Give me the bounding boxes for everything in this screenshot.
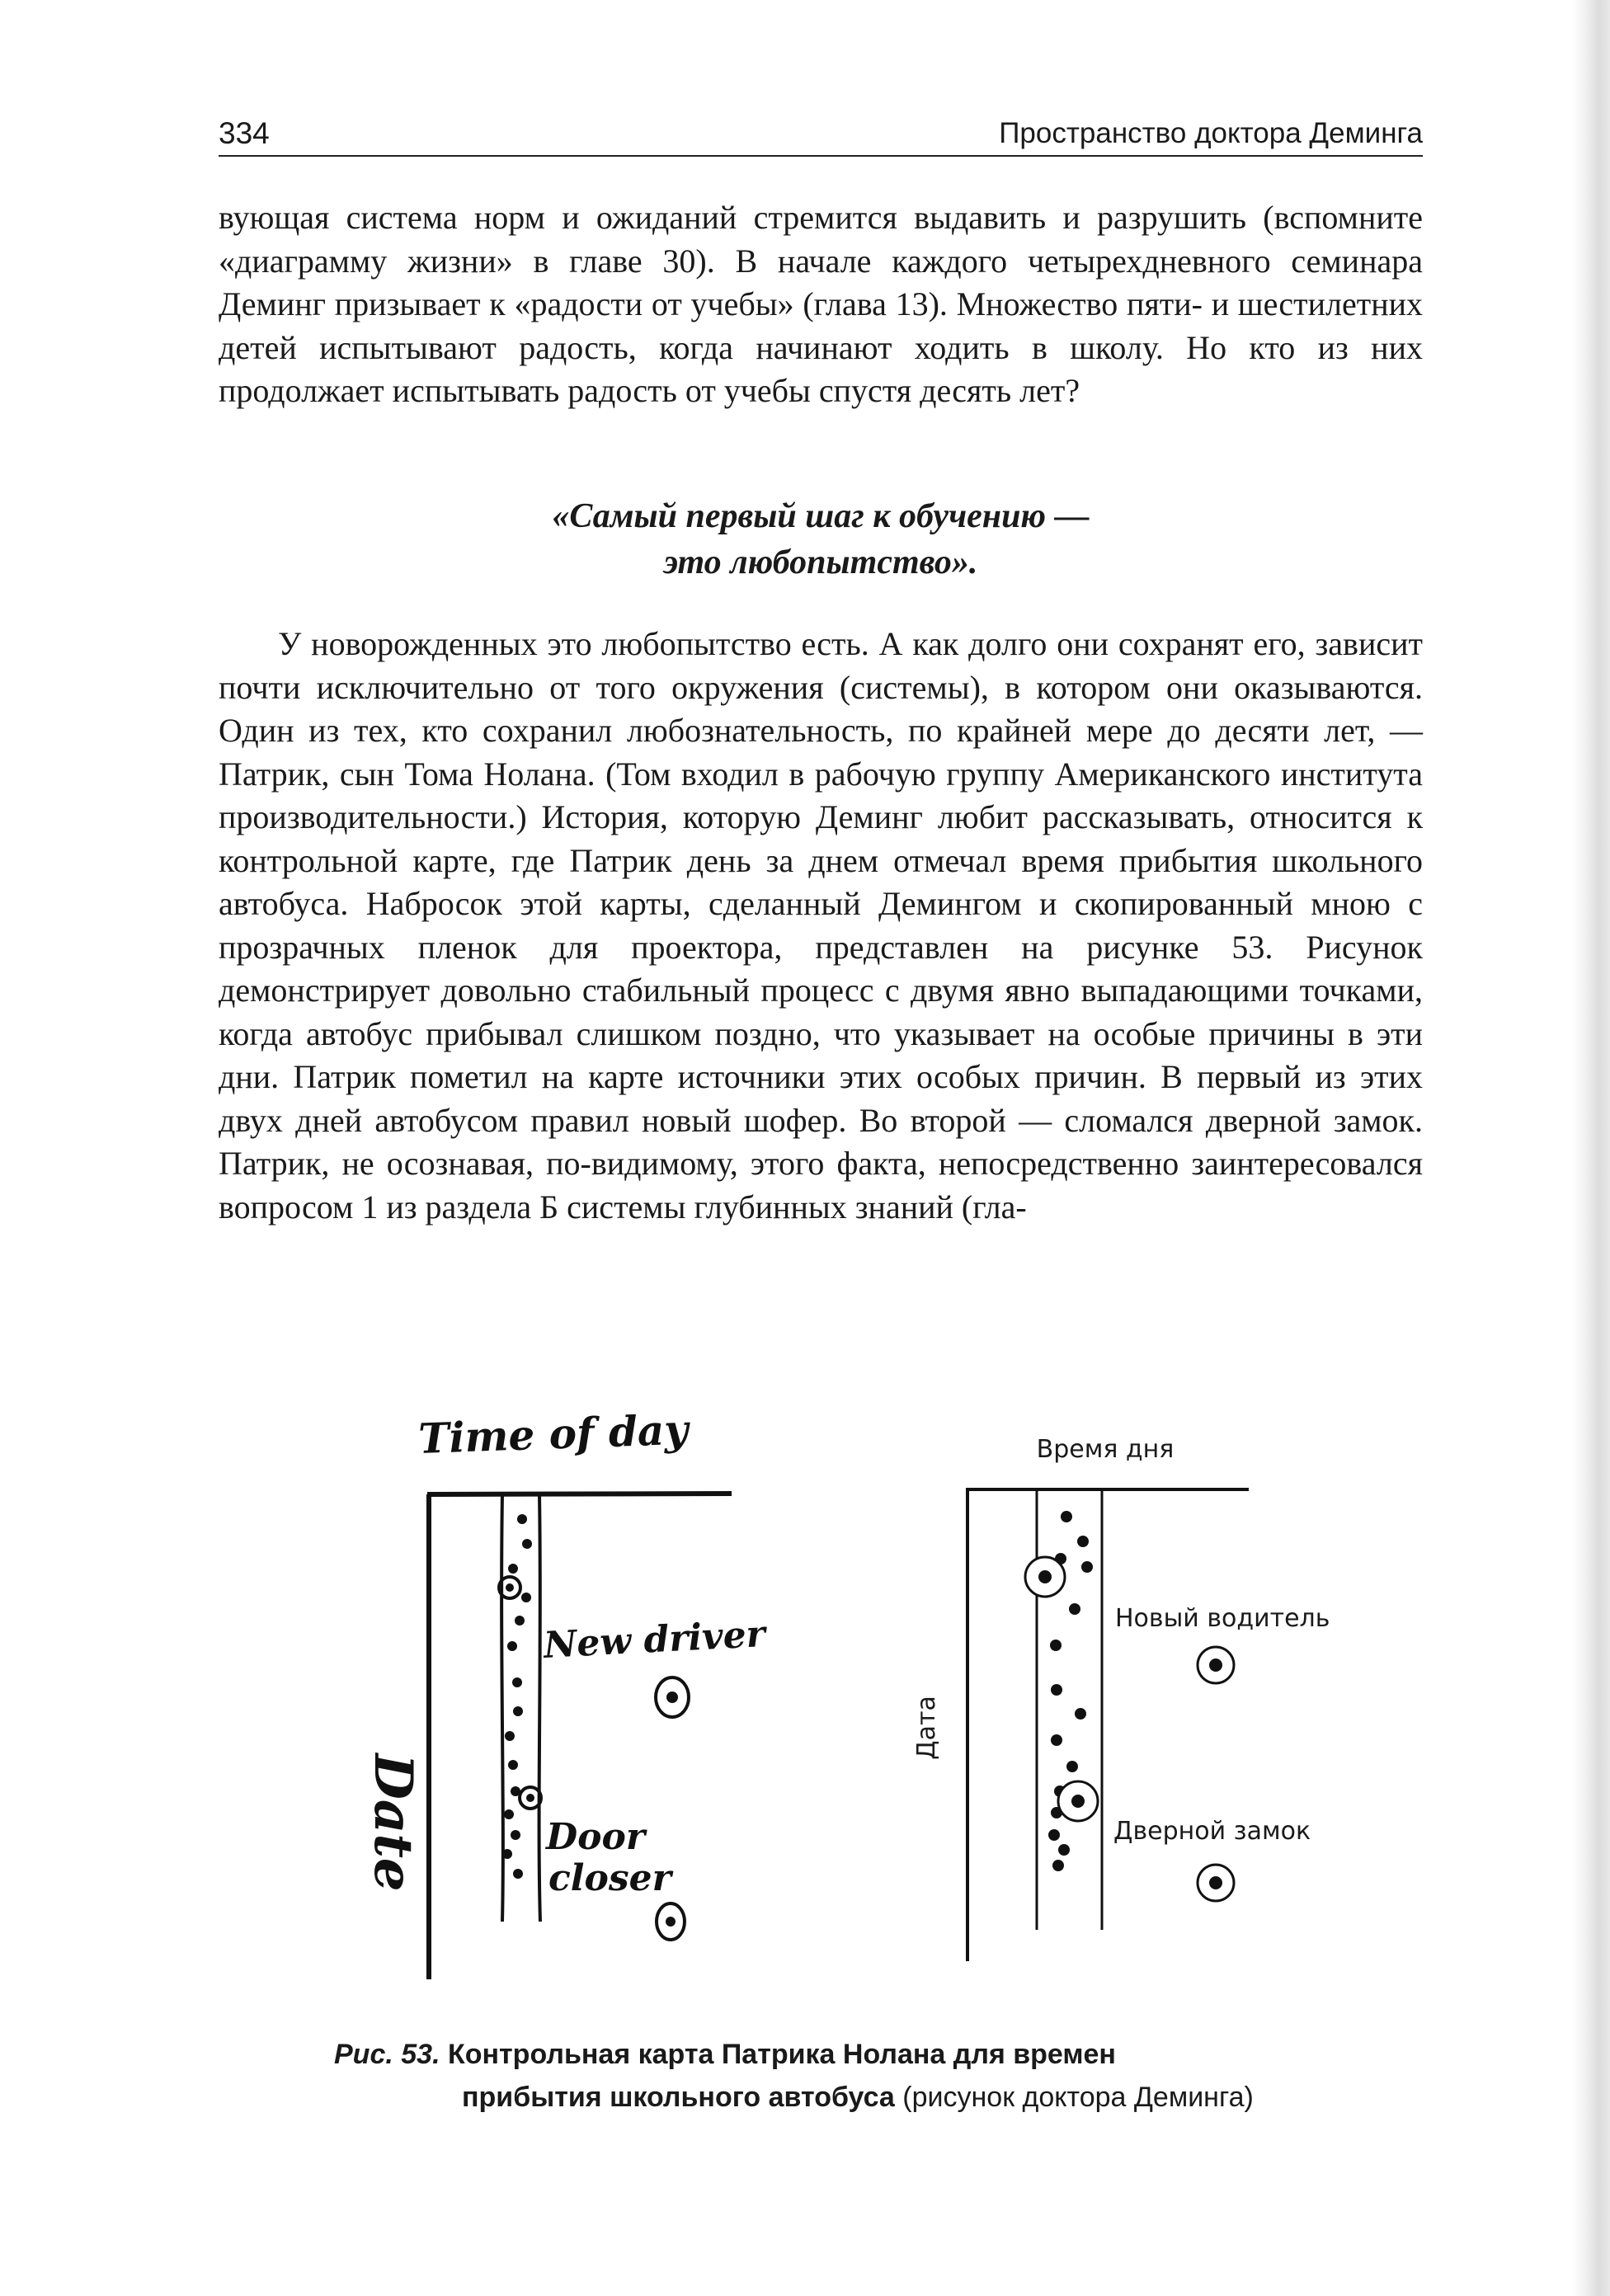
caption-figure-number: Рис. 53.	[334, 2039, 440, 2070]
data-point	[1050, 1640, 1062, 1651]
caption-note: (рисунок доктора Деминга)	[902, 2082, 1254, 2113]
hw-point	[511, 1830, 520, 1840]
typeset-chart	[912, 1435, 1330, 1961]
hw-annotation-new-driver: New driver	[542, 1612, 767, 1667]
hw-point	[511, 1786, 520, 1796]
annotation-new-driver: Новый водитель	[1115, 1604, 1330, 1633]
hw-point	[513, 1869, 523, 1879]
hw-legend-dot	[666, 1917, 676, 1927]
hw-outlier-dot	[526, 1794, 534, 1802]
hw-outlier-ring	[499, 1577, 520, 1598]
data-point	[1066, 1761, 1078, 1772]
hw-point	[508, 1564, 518, 1574]
hw-band-left	[501, 1494, 503, 1922]
data-point	[1081, 1561, 1093, 1573]
outlier-dot	[1038, 1570, 1052, 1583]
hw-point	[504, 1809, 514, 1819]
hw-legend-ring	[656, 1677, 689, 1717]
hw-points	[502, 1514, 532, 1879]
hw-legend-dot	[666, 1691, 678, 1703]
hw-point	[507, 1641, 517, 1651]
hw-y-axis-label: Date	[362, 1753, 424, 1892]
caption-title-line-2: прибытия школьного автобуса	[462, 2082, 895, 2113]
paragraph-2: У новорожденных это любопытство есть. А как долго они сохранят его, зависит почти исключительно от того окружения (системы), в котором они оказываются. Один из тех, кто сохранил любознательность, по крайней мере до десяти лет, — Патрик, сын Тома Нолана. (Том входил в рабочую группу Американского института производительности.) История, которую Деминг любит рассказывать, относится к контрольной карте, где Патрик день за днем отмечал время прибытия школьного автобуса. Набросок этой карты, сделанный Демингом и скопированный мною с прозрачных пленок для проектора, представлен на рисунке 53. Рисунок демонстрирует довольно стабильный процесс с двумя явно выпадающими точками, когда автобус прибывал слишком поздно, что указывает на особые причины в эти дни. Патрик пометил на карте источники этих особых причин. В первый из этих двух дней автобусом правил новый шофер. Во второй — сломался дверной замок. Патрик, не осознавая, по-видимому, этого факта, непосредственно заинтересовался вопросом 1 из раздела Б системы глубинных знаний (гла-	[219, 625, 1423, 1226]
running-title: Пространство доктора Деминга	[999, 117, 1423, 149]
hw-point	[508, 1760, 518, 1770]
outlier-dot	[1071, 1795, 1085, 1808]
data-point	[1077, 1536, 1089, 1547]
hw-annotation-door: Door	[546, 1816, 646, 1858]
y-axis-label: Дата	[912, 1696, 941, 1760]
running-header	[219, 115, 1423, 157]
hw-outlier-dot	[506, 1583, 514, 1592]
data-point	[1048, 1829, 1060, 1841]
outlier-ring	[1025, 1557, 1065, 1597]
caption-line-2	[334, 2076, 1406, 2119]
hw-annotation-closer: closer	[548, 1857, 671, 1899]
paragraph-1: вующая система норм и ожиданий стремится выдавить и разрушить (вспомните «диаграмму жизни» в главе 30). В начале каждого четырехдневного семинара Деминг призывает к «радости от учебы» (глава 13). Множество пяти- и шестилетних детей испытывают радость, когда начинают ходить в школу. Но кто из них продолжает испытывать радость от учебы спустя десять лет?	[219, 199, 1423, 409]
quote-line-2: это любопытство».	[663, 543, 978, 581]
scan-edge-shadow	[1572, 0, 1610, 2296]
hw-point	[521, 1593, 531, 1602]
data-point	[1055, 1553, 1066, 1564]
hw-point	[522, 1539, 532, 1549]
page-number: 334	[219, 116, 270, 150]
hw-point	[515, 1616, 525, 1626]
hw-point	[513, 1706, 523, 1716]
hw-x-axis-label: Time of day	[417, 1404, 690, 1463]
legend-marker-dot	[1209, 1876, 1222, 1889]
data-point	[1075, 1708, 1086, 1720]
caption-title-line-1: Контрольная карта Патрика Нолана для времен	[447, 2039, 1116, 2070]
handwritten-chart	[362, 1405, 769, 1979]
legend-marker-dot	[1209, 1658, 1222, 1672]
pull-quote	[219, 493, 1423, 586]
hw-legend-ring	[657, 1903, 685, 1940]
data-point	[1054, 1786, 1066, 1797]
data-point	[1069, 1603, 1080, 1615]
data-point	[1052, 1860, 1064, 1871]
quote-line-1: «Самый первый шаг к обучению —	[552, 497, 1090, 535]
hw-point	[512, 1677, 522, 1687]
hw-point	[505, 1731, 515, 1741]
hw-band-right	[539, 1494, 540, 1922]
hw-point	[502, 1849, 512, 1859]
legend-marker-ring	[1198, 1865, 1234, 1901]
data-point	[1051, 1807, 1062, 1818]
annotation-door-lock: Дверной замок	[1113, 1817, 1311, 1846]
figure-caption	[334, 2033, 1406, 2119]
legend-marker-ring	[1198, 1647, 1234, 1683]
data-points	[1048, 1511, 1093, 1871]
hw-point	[517, 1514, 527, 1524]
data-point	[1061, 1511, 1072, 1522]
data-point	[1058, 1844, 1070, 1856]
data-point	[1051, 1684, 1062, 1696]
hw-outlier-ring	[520, 1787, 541, 1809]
data-point	[1051, 1734, 1062, 1746]
outlier-ring	[1058, 1781, 1098, 1821]
x-axis-label: Время дня	[1036, 1435, 1175, 1464]
